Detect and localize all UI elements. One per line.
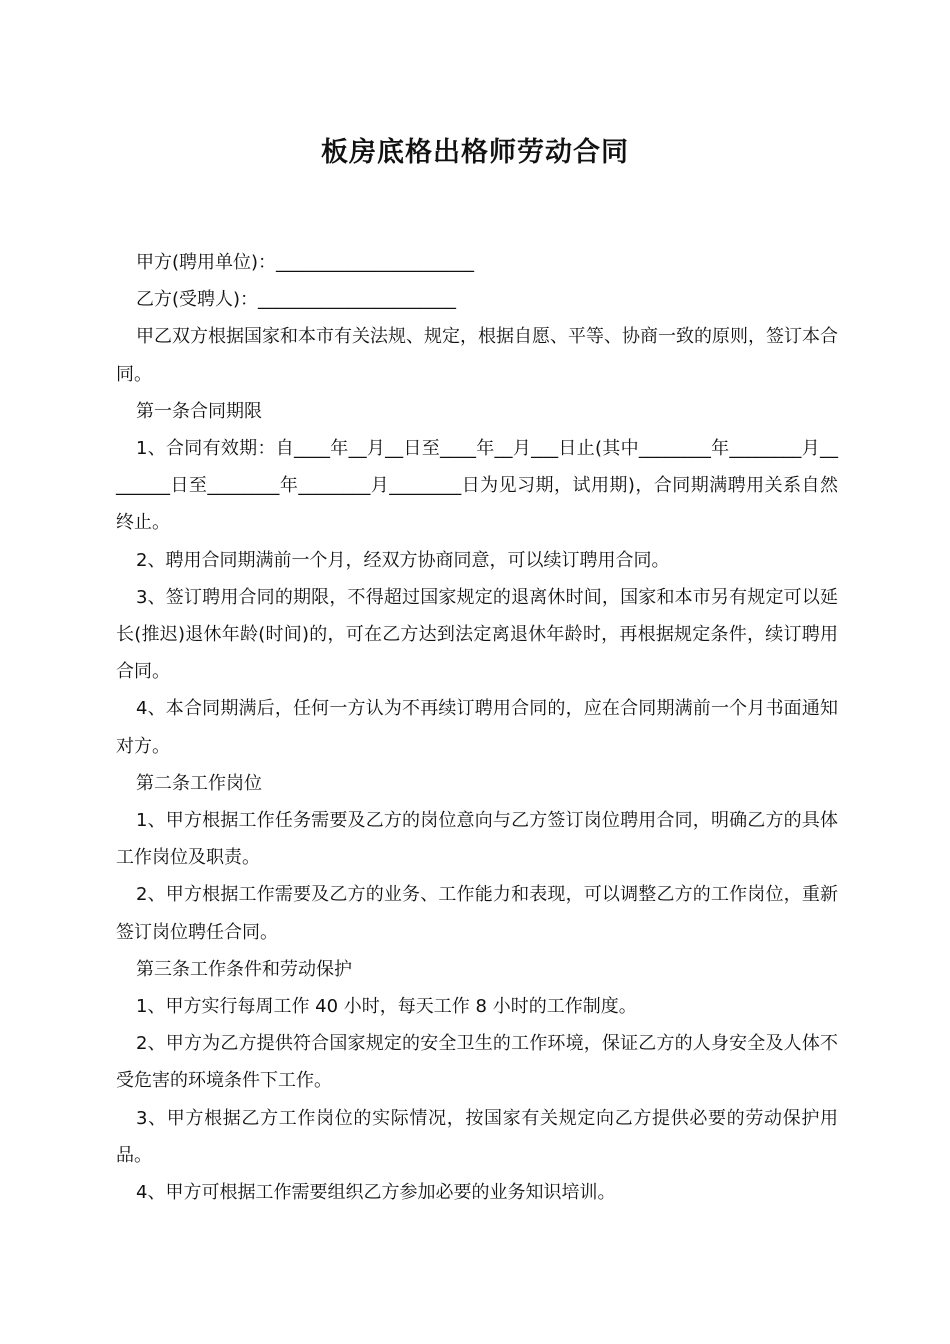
article-3-clause-1: 1、甲方实行每周工作 40 小时，每天工作 8 小时的工作制度。 [136, 996, 637, 1018]
article-3-heading: 第三条工作条件和劳动保护 [136, 958, 352, 980]
article-3-clause-4: 4、甲方可根据工作需要组织乙方参加必要的业务知识培训。 [136, 1182, 616, 1204]
article-2-clause-1: 1、甲方根据工作任务需要及乙方的岗位意向与乙方签订岗位聘用合同，明确乙方的具体工作岗位及职责。 [116, 810, 838, 869]
article-1-clause-1: 1、合同有效期：自____年__月__日至____年__月___日止(其中________年________月________日至________年________月________日为见习期，试用期)，合同期满聘用关系自然终止。 [116, 438, 838, 534]
article-1-heading: 第一条合同期限 [136, 400, 262, 422]
article-2-clause-2: 2、甲方根据工作需要及乙方的业务、工作能力和表现，可以调整乙方的工作岗位，重新签订岗位聘任合同。 [116, 884, 838, 943]
party-b-line: 乙方(受聘人)：______________________ [136, 289, 457, 311]
article-3-clause-3: 3、甲方根据乙方工作岗位的实际情况，按国家有关规定向乙方提供必要的劳动保护用品。 [116, 1107, 838, 1166]
article-1-clause-3: 3、签订聘用合同的期限，不得超过国家规定的退离休时间，国家和本市另有规定可以延长(推迟)退休年龄(时间)的，可在乙方达到法定离退休年龄时，再根据规定条件，续订聘用合同。 [116, 586, 838, 683]
article-2-heading: 第二条工作岗位 [136, 772, 262, 794]
document-body [116, 244, 838, 1211]
article-1-clause-4: 4、本合同期满后，任何一方认为不再续订聘用合同的，应在合同期满前一个月书面通知对方。 [116, 698, 838, 757]
preamble-paragraph: 甲乙双方根据国家和本市有关法规、规定，根据自愿、平等、协商一致的原则，签订本合同。 [116, 326, 838, 385]
article-1-clause-2: 2、聘用合同期满前一个月，经双方协商同意，可以续订聘用合同。 [136, 549, 670, 571]
party-a-line: 甲方(聘用单位)：______________________ [136, 252, 475, 273]
article-3-clause-2: 2、甲方为乙方提供符合国家规定的安全卫生的工作环境，保证乙方的人身安全及人体不受危害的环境条件下工作。 [116, 1033, 838, 1092]
document-title: 板房底格出格师劳动合同 [321, 137, 629, 168]
